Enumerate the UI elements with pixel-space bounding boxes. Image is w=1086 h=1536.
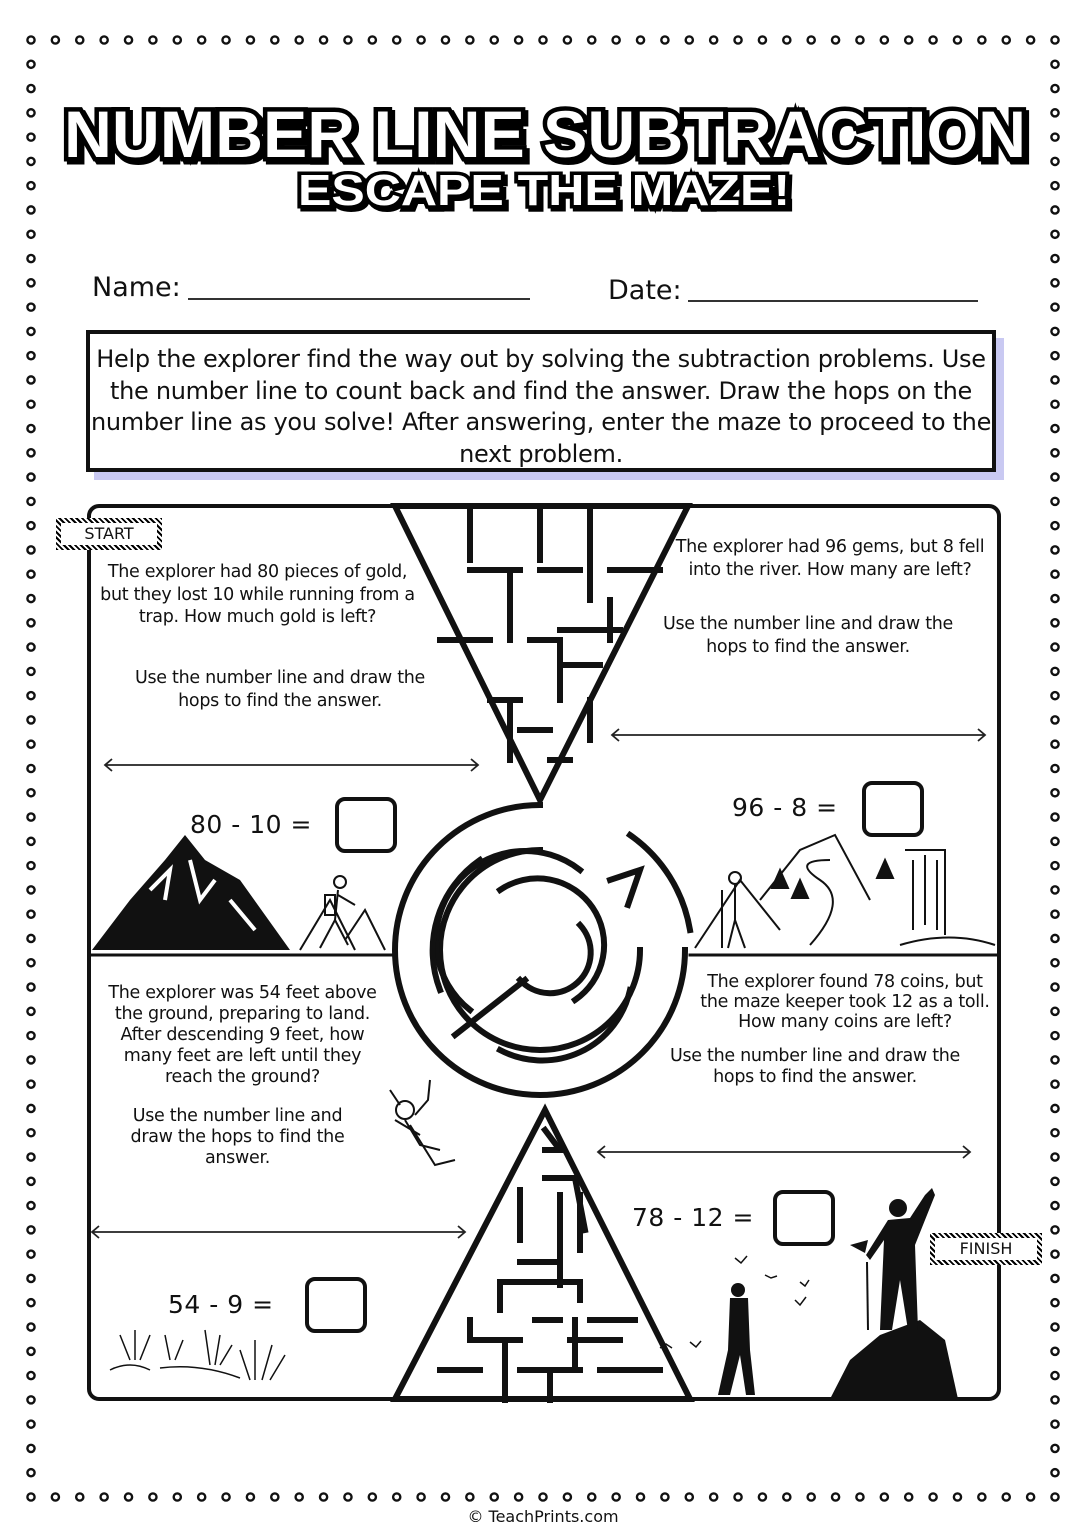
grass-illustration — [110, 1330, 285, 1380]
page-subtitle: ESCAPE THE MAZE! — [298, 166, 790, 215]
number-line-4 — [598, 1146, 970, 1158]
problem-1-story: The explorer had 80 pieces of gold, but they lost 10 while running from a trap. How much gold is left? — [100, 562, 415, 627]
circle-maze — [395, 805, 690, 1095]
number-line-3 — [92, 1226, 465, 1238]
problem-3-equation: 54 - 9 = — [168, 1290, 274, 1319]
mountain-illustration — [92, 835, 290, 950]
date-label: Date: — [608, 275, 682, 306]
problem-1-equation: 80 - 10 = — [190, 810, 312, 839]
problem-2-hint: Use the number line and draw the hops to find the answer. — [662, 614, 954, 657]
river-waterfall-illustration — [695, 835, 995, 948]
summit-silhouette-illustration — [718, 1188, 958, 1399]
problem-1-answer-box[interactable] — [335, 797, 397, 853]
problem-3-answer-box[interactable] — [305, 1277, 367, 1333]
problem-4-story: The explorer found 78 coins, but the maze keeper took 12 as a toll. How many coins are left? — [700, 972, 990, 1032]
finish-badge: FINISH — [930, 1233, 1042, 1265]
problem-2-story: The explorer had 96 gems, but 8 fell into the river. How many are left? — [675, 537, 985, 580]
page-title: NUMBER LINE SUBTRACTION — [64, 97, 1026, 171]
skydiver-illustration — [390, 1080, 455, 1165]
start-badge: START — [56, 518, 162, 550]
hiker-illustration — [300, 876, 385, 950]
number-line-2 — [612, 729, 985, 741]
name-label: Name: — [92, 272, 181, 303]
top-triangle-maze — [395, 506, 688, 800]
footer-credit: © TeachPrints.com — [467, 1507, 619, 1526]
problem-3-hint: Use the number line and draw the hops to find the answer. — [130, 1106, 345, 1168]
problem-4-equation: 78 - 12 = — [632, 1203, 754, 1232]
problem-4-answer-box[interactable] — [773, 1190, 835, 1246]
instructions-text: Help the explorer find the way out by solving the subtraction problems. Use the number line to count back and find the answer. Draw the hops on the number line as you solve! After answering, enter the maze to proceed to the next problem. — [90, 345, 992, 468]
bottom-triangle-maze — [395, 1110, 690, 1400]
problem-2-answer-box[interactable] — [862, 781, 924, 837]
number-line-1 — [105, 759, 478, 771]
problem-1-hint: Use the number line and draw the hops to find the answer. — [134, 668, 426, 711]
problem-2-equation: 96 - 8 = — [732, 793, 838, 822]
problem-4-hint: Use the number line and draw the hops to find the answer. — [669, 1046, 961, 1087]
problem-3-story: The explorer was 54 feet above the ground, preparing to land. After descending 9 feet, how many feet are left until they reach the ground? — [108, 983, 377, 1087]
